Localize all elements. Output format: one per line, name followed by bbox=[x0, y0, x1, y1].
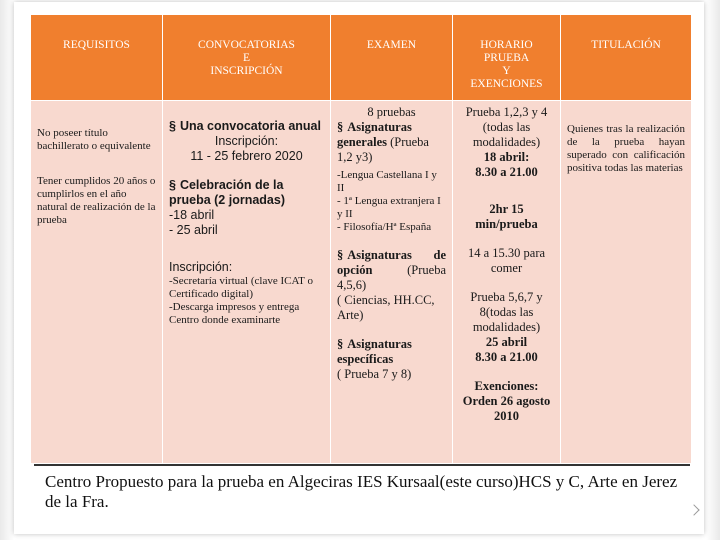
inscripcion-option: -Descarga impresos y entrega Centro donde examinarte bbox=[169, 301, 300, 326]
info-table bbox=[30, 14, 692, 464]
header-requisitos bbox=[31, 15, 163, 101]
requisito-item: No poseer título bachillerato o equivalente bbox=[37, 127, 151, 152]
horario-exenciones: Exenciones: Orden 26 agosto 2010 bbox=[462, 379, 551, 423]
horario-prueba-5678: Prueba 5,6,7 y 8(todas las modalidades) bbox=[470, 290, 543, 334]
bullet-icon: § bbox=[337, 120, 344, 134]
header-horario-line3: Y bbox=[502, 65, 511, 77]
header-examen-label: EXAMEN bbox=[366, 39, 417, 51]
bullet-icon: § bbox=[337, 248, 344, 262]
generales-block: § Asignaturas generales (Prueba 1,2 y3) bbox=[337, 120, 429, 164]
pruebas-count: 8 pruebas bbox=[367, 105, 416, 119]
horario-pausa: 14 a 15.30 para comer bbox=[467, 246, 546, 275]
footer-text: Centro Propuesto para la prueba en Algeciras IES Kursaal(este curso)HCS y C, Arte en Jerez de la Fra. bbox=[45, 472, 678, 511]
header-horario-line2: PRUEBA bbox=[483, 52, 530, 64]
convocatoria-title: § Una convocatoria anual bbox=[169, 119, 321, 133]
horario-hora-2: 8.30 a 21.00 bbox=[475, 350, 538, 364]
header-horario-line1: HORARIO bbox=[480, 39, 533, 51]
celebracion-date-1: -18 abril bbox=[169, 208, 215, 222]
generales-subject: - 1ª Lengua extranjera I y II bbox=[337, 195, 441, 220]
table-body-row bbox=[31, 101, 692, 464]
generales-subject: -Lengua Castellana I y II bbox=[337, 169, 437, 194]
header-horario bbox=[453, 15, 561, 101]
header-examen bbox=[331, 15, 453, 101]
header-titulacion bbox=[561, 15, 692, 101]
opcion-block: § Asignaturas de opción (Prueba 4,5,6) bbox=[337, 248, 446, 292]
table-header-row bbox=[31, 15, 692, 101]
horario-fecha-2: 25 abril bbox=[485, 335, 528, 349]
requisitos-cell bbox=[31, 101, 163, 464]
titulacion-cell bbox=[561, 101, 692, 464]
header-convocatorias-line1: CONVOCATORIAS bbox=[198, 39, 295, 51]
especificas-detail: ( Prueba 7 y 8) bbox=[337, 367, 412, 381]
opcion-list: ( Ciencias, HH.CC, Arte) bbox=[337, 293, 435, 322]
inscripcion-dates: 11 - 25 febrero 2020 bbox=[190, 149, 303, 163]
horario-fecha-1: 18 abril: bbox=[483, 150, 530, 164]
celebracion-date-2: - 25 abril bbox=[169, 223, 218, 237]
header-requisitos-label: REQUISITOS bbox=[63, 39, 130, 51]
convocatorias-cell bbox=[163, 101, 331, 464]
horario-cell bbox=[453, 101, 561, 464]
inscripcion-label: Inscripción: bbox=[214, 134, 279, 148]
generales-subject: - Filosofía/Hª España bbox=[337, 221, 432, 233]
horario-prueba-1234: Prueba 1,2,3 y 4 (todas las modalidades) bbox=[465, 105, 548, 149]
titulacion-text: Quienes tras la realización de la prueba hayan superado con calificación positiva todas las materias bbox=[567, 123, 685, 174]
requisito-item: Tener cumplidos 20 años o cumplirlos en el año natural de realización de la prueba bbox=[37, 175, 156, 226]
celebracion-title: § Celebración de la prueba (2 jornadas) bbox=[169, 178, 285, 207]
horario-duracion: 2hr 15 min/prueba bbox=[475, 202, 538, 231]
horario-hora-1: 8.30 a 21.00 bbox=[475, 165, 538, 179]
inscripcion-option: -Secretaría virtual (clave ICAT o Certificado digital) bbox=[169, 275, 313, 300]
bullet-icon: § bbox=[169, 119, 176, 133]
header-horario-line4: EXENCIONES bbox=[470, 78, 543, 90]
header-convocatorias bbox=[163, 15, 331, 101]
header-convocatorias-line2: E bbox=[242, 52, 251, 64]
examen-cell bbox=[331, 101, 453, 464]
header-convocatorias-line3: INSCRIPCIÓN bbox=[210, 65, 283, 77]
especificas-block: § Asignaturas específicas bbox=[337, 337, 412, 366]
header-titulacion-label: TITULACIÓN bbox=[591, 39, 661, 51]
bullet-icon: § bbox=[169, 178, 176, 192]
inscripcion2-label: Inscripción: bbox=[169, 260, 233, 274]
bullet-icon: § bbox=[337, 337, 344, 351]
